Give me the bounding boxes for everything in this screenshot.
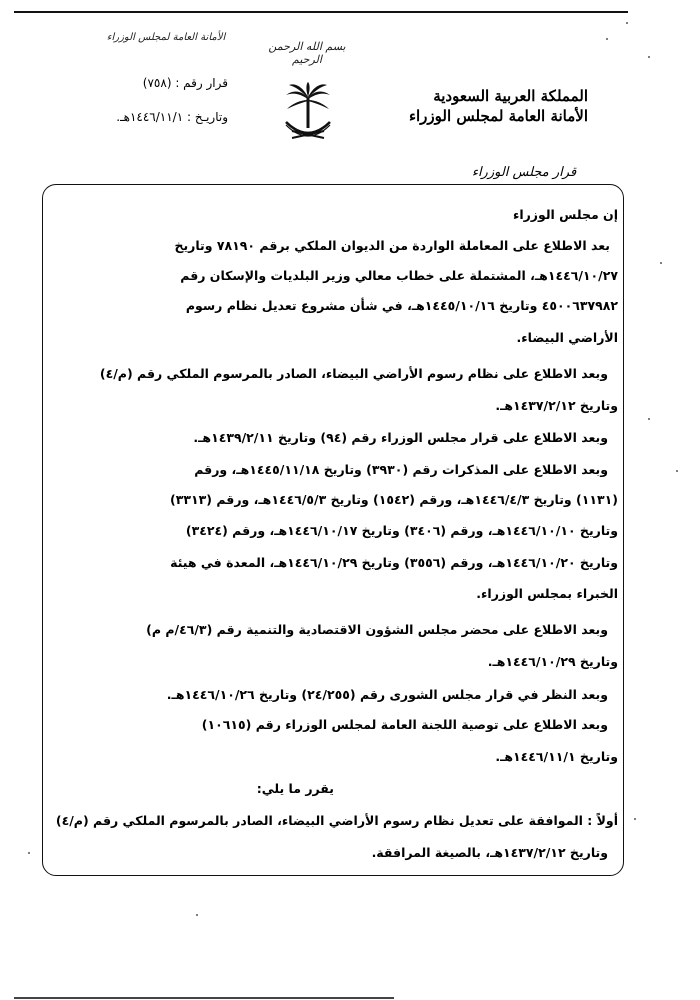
decision-date: وتاريـخ : ١٤٤٦/١١/١هـ. [116, 110, 228, 124]
decision-text-line: وتاريخ ١٤٤٦/١٠/٢٠هـ، ورقم (٣٥٥٦) وتاريخ ١٤٤٦/١٠/٢٩هـ، المعدة في هيئة [170, 555, 618, 570]
decision-text-line: الأراضي البيضاء. [516, 330, 618, 345]
decision-text-line: ١٤٤٦/١٠/٢٧هـ، المشتملة على خطاب معالي وزير البلديات والإسكان رقم [180, 268, 618, 283]
decision-text-line: ٤٥٠٠٦٣٧٩٨٢ وتاريخ ١٤٤٥/١٠/١٦هـ، في شأن مشروع تعديل نظام رسوم [185, 298, 618, 313]
kingdom-name: المملكة العربية السعودية [433, 87, 588, 105]
decision-text-line: وتاريخ ١٤٣٧/٢/١٢هـ، بالصيغة المرافقة. [371, 845, 608, 860]
saudi-palm-swords-emblem-icon [283, 82, 333, 144]
decision-text-line: وبعد النظر في قرار مجلس الشورى رقم (٢٤/٢٥٥) وتاريخ ١٤٤٦/١٠/٢٦هـ. [166, 687, 608, 702]
decision-text-line: بعد الاطلاع على المعاملة الواردة من الديوان الملكي برقم ٧٨١٩٠ وتاريخ [174, 238, 610, 253]
scan-speck [676, 470, 678, 472]
decision-text-line: وبعد الاطلاع على المذكرات رقم (٣٩٣٠) وتاريخ ١٤٤٥/١١/١٨هـ، ورقم [194, 462, 608, 477]
decision-text-line: وبعد الاطلاع على نظام رسوم الأراضي البيضاء، الصادر بالمرسوم الملكي رقم (م/٤) [99, 366, 608, 381]
scan-speck [648, 56, 650, 58]
kingdom-letterhead [408, 86, 588, 126]
decision-text-line: وبعد الاطلاع على قرار مجلس الوزراء رقم (٩٤) وتاريخ ١٤٣٩/٢/١١هـ. [193, 430, 608, 445]
top-rule [14, 11, 628, 13]
scan-speck [196, 914, 198, 916]
basmala: بسم الله الرحمن الرحيم [268, 40, 346, 66]
scan-speck [626, 22, 628, 24]
scan-speck [606, 38, 608, 40]
decision-text-line: وبعد الاطلاع على محضر مجلس الشؤون الاقتصادية والتنمية رقم (٤٦/٣/م م) [146, 622, 608, 637]
secretariat-stamp-text: الأمانة العامة لمجلس الوزراء [106, 32, 226, 43]
secretariat-name: الأمانة العامة لمجلس الوزراء [408, 107, 588, 125]
frame-title: قرار مجلس الوزراء [456, 165, 592, 180]
decision-text-line: وتاريخ ١٤٤٦/١٠/٢٩هـ. [487, 654, 618, 669]
decision-text-line: وتاريخ ١٤٤٦/١٠/١٠هـ، ورقم (٣٤٠٦) وتاريخ ١٤٤٦/١٠/١٧هـ، ورقم (٣٤٢٤) [185, 523, 618, 538]
decision-text-line: أولاً : الموافقة على تعديل نظام رسوم الأراضي البيضاء، الصادر بالمرسوم الملكي رقم (م/٤) [55, 813, 618, 828]
scan-speck [28, 852, 30, 854]
scan-speck [634, 818, 636, 820]
bottom-rule [14, 997, 394, 999]
decision-text-line: وتاريخ ١٤٣٧/٢/١٢هـ. [495, 398, 618, 413]
decision-text-line: إن مجلس الوزراء [512, 207, 618, 222]
decision-text-line: وتاريخ ١٤٤٦/١١/١هـ. [495, 749, 618, 764]
scan-speck [660, 262, 662, 264]
decision-text-line: (١١٣١) وتاريخ ١٤٤٦/٤/٣هـ، ورقم (١٥٤٢) وتاريخ ١٤٤٦/٥/٣هـ، ورقم (٣٣١٣) [170, 492, 618, 507]
decision-number: قرار رقم : (٧٥٨) [142, 76, 228, 90]
decision-text-line: الخبراء بمجلس الوزراء. [476, 586, 618, 601]
scan-speck [648, 418, 650, 420]
decision-text-line: وبعد الاطلاع على توصية اللجنة العامة لمجلس الوزراء رقم (١٠٦١٥) [201, 717, 608, 732]
resolves-heading: يقرر ما يلي: [256, 781, 334, 796]
